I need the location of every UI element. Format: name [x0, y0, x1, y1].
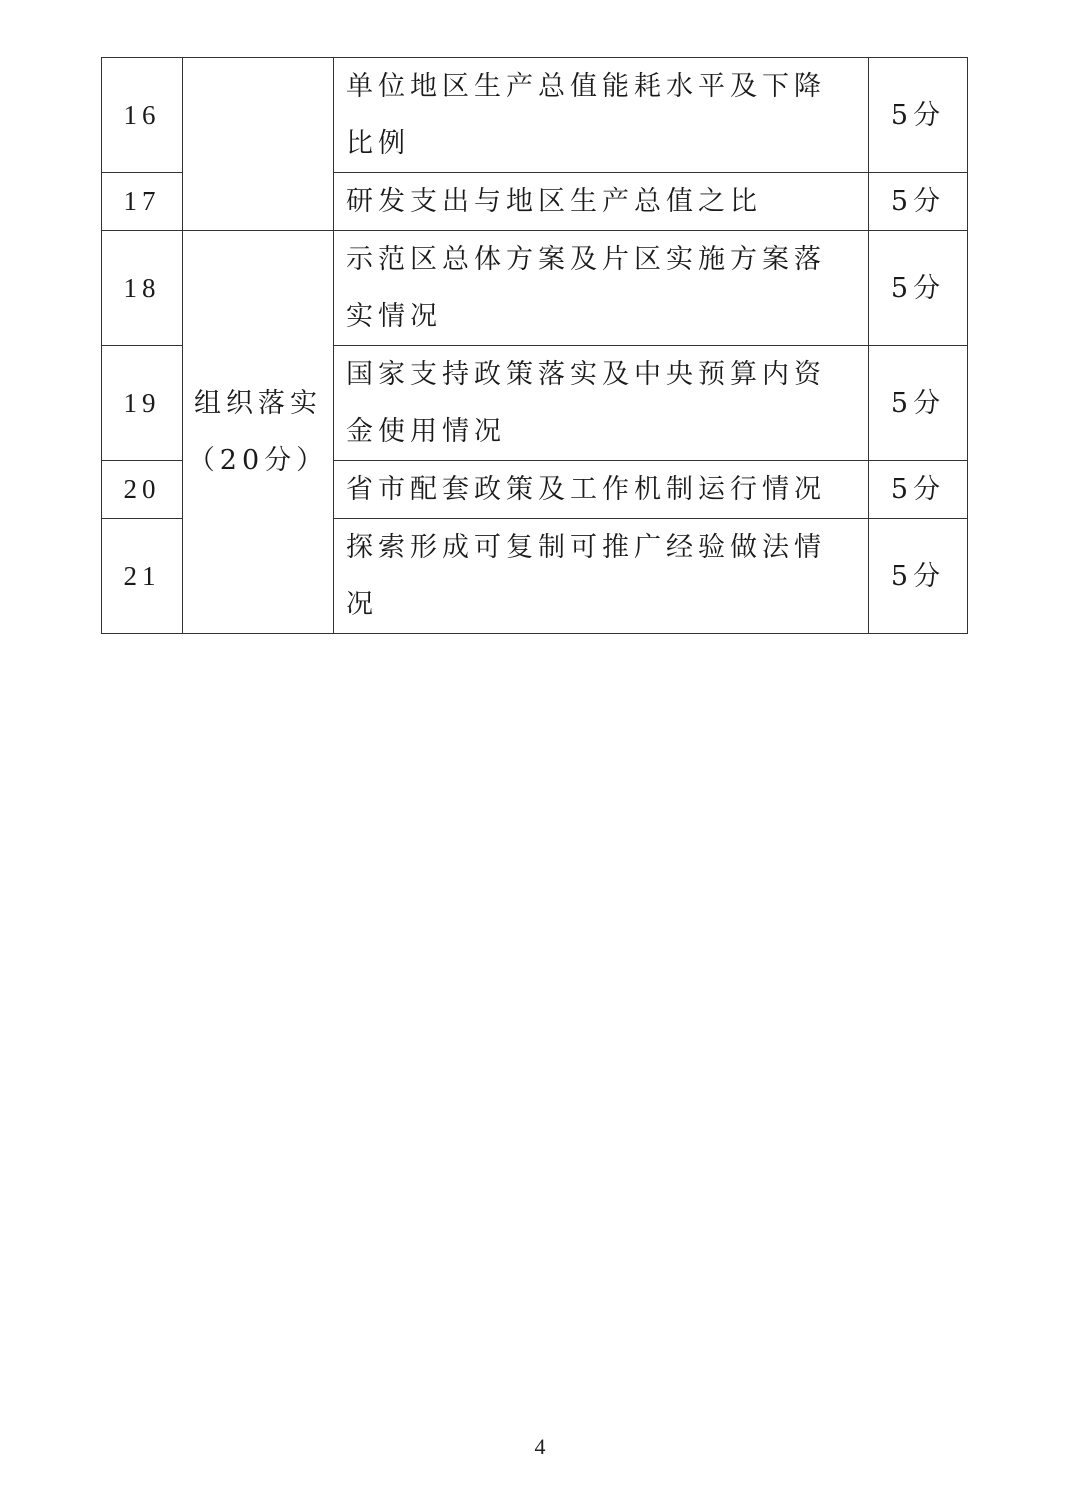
category-title: 组织落实	[194, 388, 322, 419]
indicator-text: 省市配套政策及工作机制运行情况	[334, 461, 869, 519]
indicator-text: 单位地区生产总值能耗水平及下降比例	[334, 58, 869, 173]
category-cell-organization	[183, 231, 334, 634]
score-cell: 5分	[869, 58, 968, 173]
indicator-text: 研发支出与地区生产总值之比	[334, 173, 869, 231]
row-number: 17	[102, 173, 183, 231]
row-number: 19	[102, 346, 183, 461]
evaluation-table	[101, 57, 968, 634]
score-cell: 5分	[869, 519, 968, 634]
indicator-text: 探索形成可复制可推广经验做法情况	[334, 519, 869, 634]
category-cell-empty	[183, 58, 334, 231]
indicator-text: 示范区总体方案及片区实施方案落实情况	[334, 231, 869, 346]
category-points: （20分）	[187, 445, 329, 476]
score-cell: 5分	[869, 173, 968, 231]
table-row	[102, 58, 968, 173]
score-cell: 5分	[869, 231, 968, 346]
row-number: 18	[102, 231, 183, 346]
row-number: 20	[102, 461, 183, 519]
row-number: 16	[102, 58, 183, 173]
indicator-text: 国家支持政策落实及中央预算内资金使用情况	[334, 346, 869, 461]
score-cell: 5分	[869, 346, 968, 461]
page-number: 4	[534, 1434, 546, 1459]
score-cell: 5分	[869, 461, 968, 519]
table-row	[102, 231, 968, 346]
row-number: 21	[102, 519, 183, 634]
